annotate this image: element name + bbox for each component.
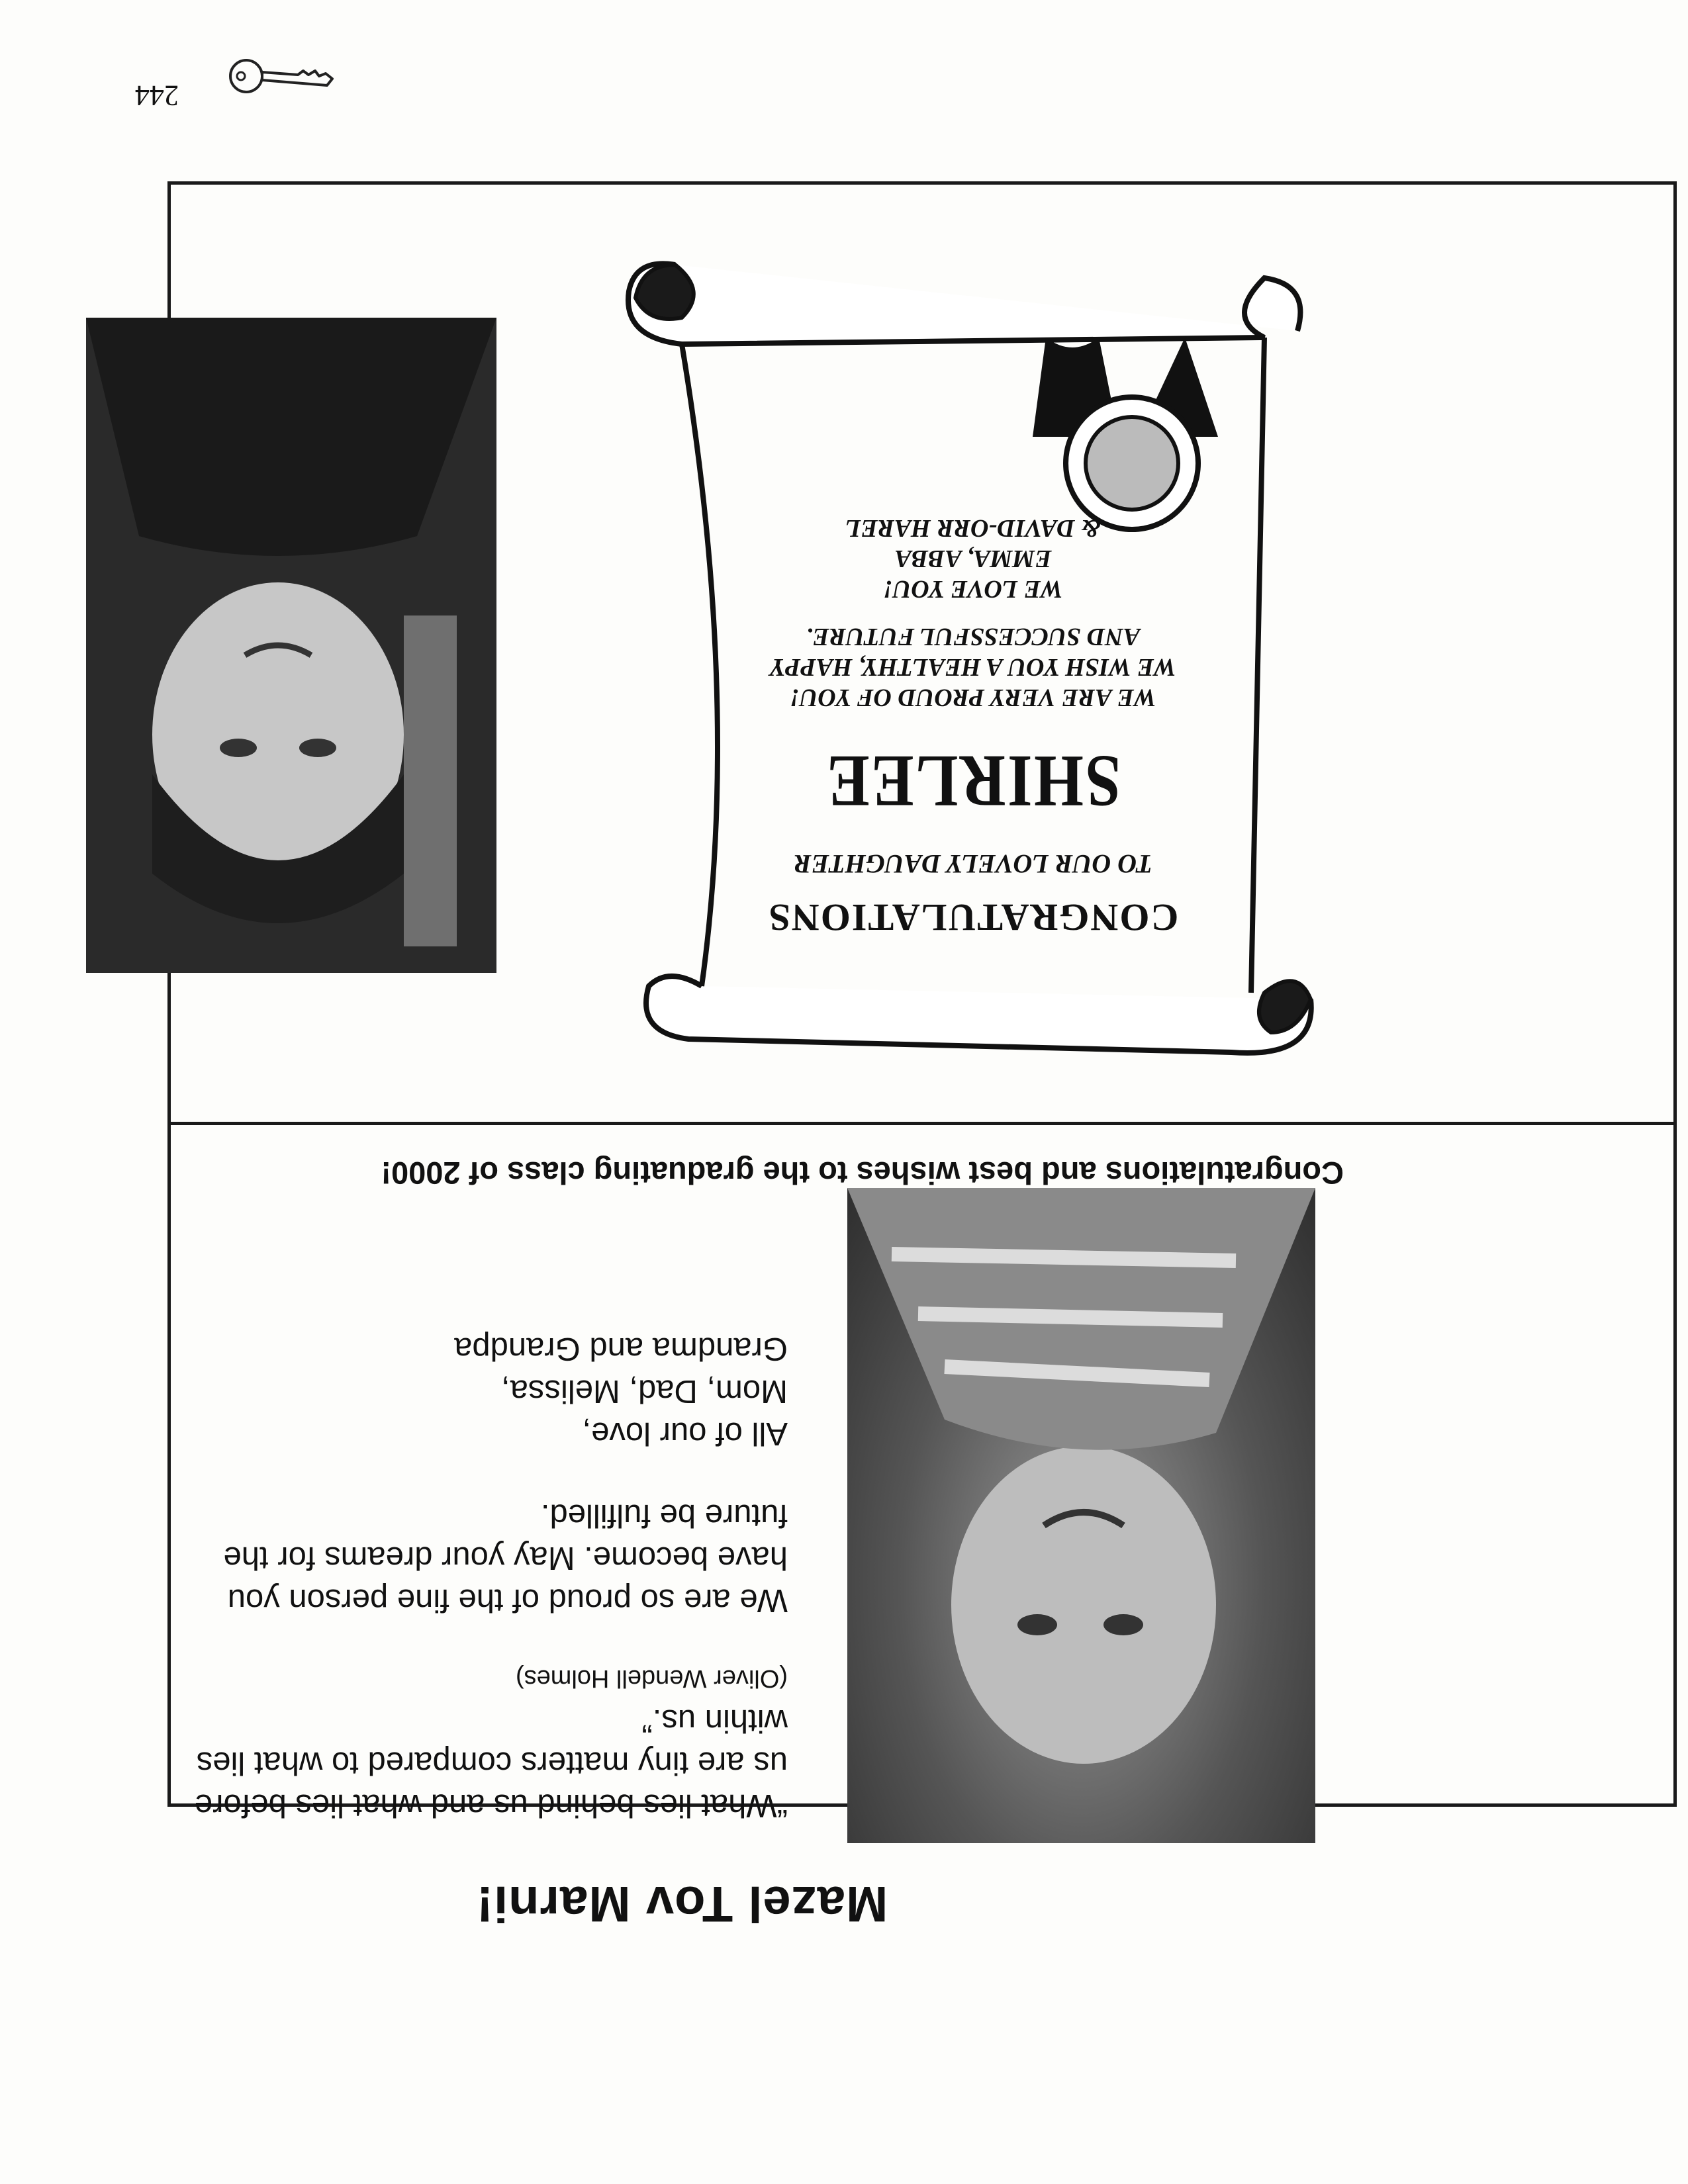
shirlee-photo-placeholder: [86, 318, 496, 973]
scroll-name: SHIRLEE: [825, 740, 1121, 822]
signature-line: WE LOVE YOU!: [883, 575, 1063, 603]
scroll-daughter-line: TO OUR LOVELY DAUGHTER: [794, 849, 1152, 879]
graduating-class-banner: Congratulations and best wishes to the graduating class of 2000!: [381, 1156, 1344, 1191]
signature-line: & DAVID-ORR HAREL: [845, 514, 1101, 542]
scroll-message: [715, 513, 1231, 940]
wish-line: WE WISH YOU A HEALTHY, HAPPY: [770, 653, 1176, 681]
scroll-signature: [715, 513, 1231, 604]
marni-message-block: [165, 1328, 788, 1827]
page-number: 244: [135, 79, 179, 112]
marni-message: We are so proud of the fine person you have become. May your dreams for the future be fulfilled.: [223, 1498, 788, 1618]
key-icon: [225, 46, 338, 106]
scroll-congrats: CONGRATULATIONS: [767, 896, 1179, 939]
signoff-line: Mom, Dad, Melissa,: [501, 1373, 788, 1409]
marni-quote-attribution: (Oliver Wendell Holmes): [515, 1664, 788, 1692]
shirlee-photo: [86, 318, 496, 973]
marni-signoff: [165, 1328, 788, 1455]
wish-line: AND SUCCESSFUL FUTURE.: [806, 623, 1141, 651]
marni-quote: “What lies behind us and what lies before us are tiny matters compared to what lies within us.”: [194, 1703, 788, 1823]
signoff-line: Grandma and Grandpa: [454, 1331, 788, 1367]
wish-line: WE ARE VERY PROUD OF YOU!: [790, 684, 1156, 711]
panel-divider: [167, 1122, 1677, 1125]
marni-photo: [847, 1188, 1315, 1843]
marni-title: Mazel Tov Marni!: [475, 1876, 888, 1932]
signature-line: EMMA, ABBA: [894, 545, 1052, 572]
signoff-line: All of our love,: [582, 1416, 788, 1451]
marni-photo-placeholder: [847, 1188, 1315, 1843]
scroll-wish: [715, 621, 1231, 713]
